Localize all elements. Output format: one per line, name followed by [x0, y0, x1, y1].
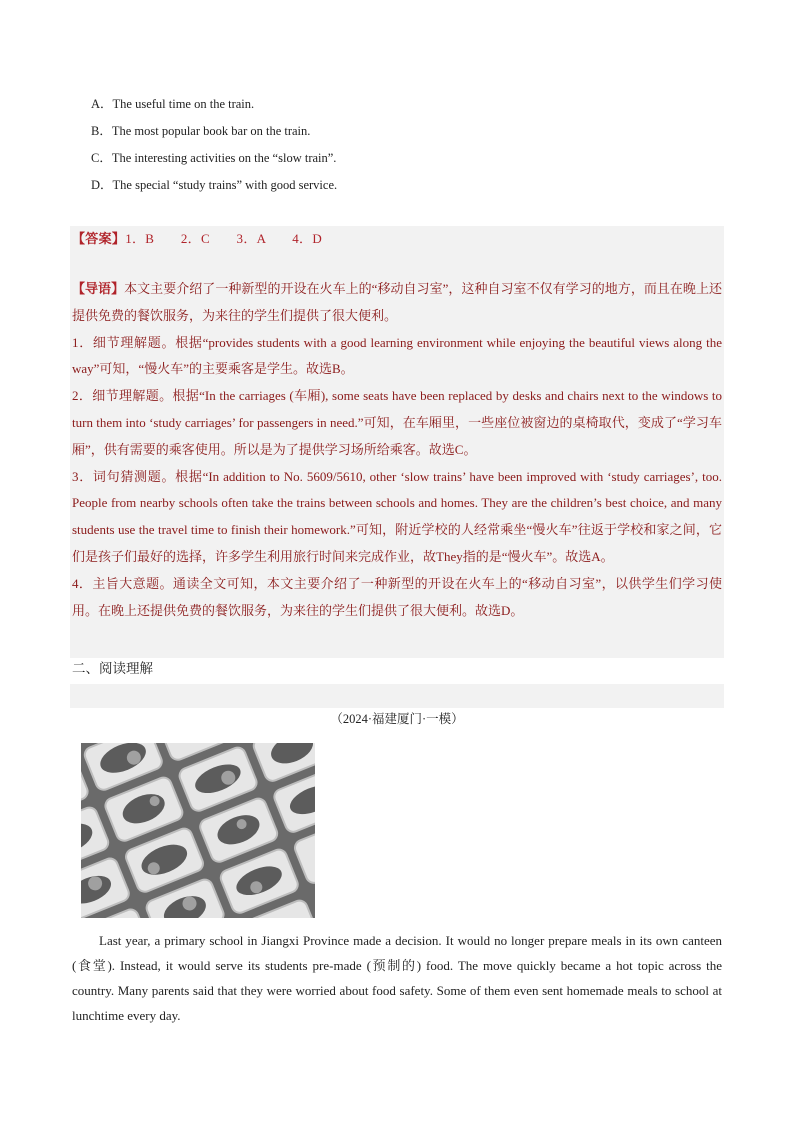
answer-key	[72, 228, 322, 247]
explanation-4: 4．主旨大意题。通读全文可知，本文主要介绍了一种新型的开设在火车上的“移动自习室”，以供学生们学习使用。在晚上还提供免费的餐饮服务，为来往的学生们提供了很大便利。故选D。	[72, 575, 722, 618]
guide-text: 本文主要介绍了一种新型的开设在火车上的“移动自习室”，这种自习室不仅有学习的地方，而且在晚上还提供免费的餐饮服务，为来往的学生们提供了很大便利。	[72, 281, 722, 323]
reading-passage	[72, 928, 722, 1028]
guide-tag: 【导语】	[72, 281, 125, 296]
passage-paragraph-1: Last year, a primary school in Jiangxi Province made a decision. It would no longer prepare meals in its own canteen (食堂). Instead, it would serve its students pre-made (预制的) food. The move quickly became a hot topic across the country. Many parents said that they were worried about food safety. Some of them even sent homemade meals to school at lunchtime every day.	[72, 933, 722, 1023]
explanation-3: 3．词句猜测题。根据“In addition to No. 5609/5610, other ‘slow trains’ have been improved with ‘study carriages’, too. People from nearby schools often take the trains between schools and homes. They are the children’s best choice, and many students use the travel time to finish their homework.”可知，附近学校的人经常乘坐“慢火车”往返于学校和家之间，它们是孩子们最好的选择，许多学生利用旅行时间来完成作业，故They指的是“慢火车”。故选A。	[72, 468, 722, 564]
answer-options	[91, 93, 337, 201]
option-b: B．The most popular book bar on the train.	[91, 124, 311, 138]
source-label: （2024·福建厦门·一模）	[330, 712, 464, 726]
option-c: C．The interesting activities on the “slow train”.	[91, 151, 337, 165]
guide-paragraph	[72, 276, 722, 330]
explanation-1: 1．细节理解题。根据“provides students with a good learning environment while enjoying the beautiful views along the way”可知，“慢火车”的主要乘客是学生。故选B。	[72, 334, 722, 377]
option-d: D．The special “study trains” with good service.	[91, 178, 338, 192]
gray-strip	[70, 684, 724, 708]
answer-tag: 【答案】	[72, 231, 126, 246]
meal-trays-photo	[81, 743, 315, 918]
answer-values: 1．B 2．C 3．A 4．D	[125, 231, 323, 246]
explanation-block	[72, 276, 722, 624]
explanation-2: 2．细节理解题。根据“In the carriages (车厢), some seats have been replaced by desks and chairs next to the windows to turn them into ‘study carriages’ for passengers in need.”可知，在车厢里，一些座位被窗边的桌椅取代，变成了“学习车厢”，供有需要的乘客使用。所以是为了提供学习场所给乘客。故选C。	[72, 388, 722, 457]
option-a: A．The useful time on the train.	[91, 97, 255, 111]
section-title: 二、阅读理解	[72, 661, 153, 676]
